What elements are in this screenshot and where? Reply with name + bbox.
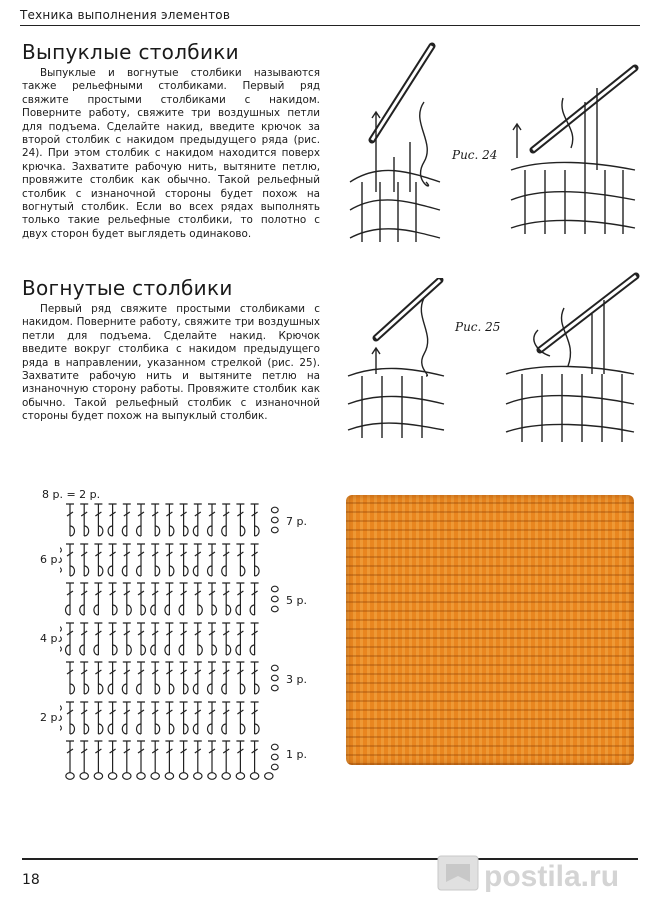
chain-stitch-symbol — [80, 773, 88, 780]
stitch-symbol — [151, 544, 160, 576]
chart-row-label-6: 6 р. — [40, 553, 61, 566]
stitch-symbol — [222, 662, 231, 694]
stitch-symbol — [122, 702, 131, 734]
section-paragraph-recessed-stitches: Первый ряд свяжите простыми столбиками с накидом. Поверните работу, свяжите три воздушных петли для подъема. Сделайте накид. Крючок введите вокруг столбика с накидом предыдущего ряда в направлении, указанном стрелкой (рис. 25). Захватите рабочую нить и вытяните петлю на изнаночную сторону работы. Провяжите столбик как обычно. Такой рельефный столбик с изнаночной стороны будет похож на выпуклый столбик. — [22, 303, 320, 423]
turning-chain-symbol — [271, 507, 278, 513]
stitch-symbol — [66, 662, 75, 694]
stitch-symbol — [222, 741, 230, 773]
stitch-symbol — [208, 504, 217, 536]
stitch-symbol — [165, 662, 174, 694]
stitch-symbol — [94, 504, 103, 536]
stitch-symbol — [94, 702, 103, 734]
turning-chain-symbol — [271, 606, 278, 612]
running-header: Техника выполнения элементов — [20, 8, 640, 26]
stitch-symbol — [94, 623, 103, 655]
stitch-symbol — [108, 702, 117, 734]
chart-row-label-3: 3 р. — [286, 673, 307, 686]
stitch-symbol — [236, 662, 245, 694]
stitch-symbol — [122, 504, 131, 536]
chart-row-label-7: 7 р. — [286, 515, 307, 528]
stitch-symbol — [193, 662, 202, 694]
chain-stitch-symbol — [94, 773, 102, 780]
turning-chain-symbol — [271, 596, 278, 602]
turning-chain-symbol — [271, 665, 278, 671]
stitch-symbol — [236, 583, 245, 615]
turning-chain-symbol — [271, 527, 278, 533]
stitch-symbol — [108, 662, 117, 694]
illustration-fig24-right — [505, 58, 640, 238]
chart-row-label-4: 4 р. — [40, 632, 61, 645]
stitch-symbol — [151, 623, 160, 655]
stitch-symbol — [151, 583, 160, 615]
stitch-symbol — [94, 662, 103, 694]
crochet-stitch-chart — [60, 496, 286, 788]
stitch-symbol — [194, 623, 203, 655]
stitch-symbol — [165, 623, 174, 655]
chart-row-label-top: 8 р. = 2 р. — [42, 488, 101, 501]
stitch-symbol — [94, 544, 103, 576]
chart-row-label-5: 5 р. — [286, 594, 307, 607]
chain-stitch-symbol — [208, 773, 216, 780]
chain-stitch-symbol — [137, 773, 145, 780]
stitch-symbol — [208, 623, 217, 655]
stitch-symbol — [208, 544, 217, 576]
watermark-text: postila.ru — [484, 860, 620, 893]
stitch-symbol — [109, 741, 117, 773]
illustration-fig25-right — [500, 270, 640, 448]
stitch-symbol — [108, 504, 117, 536]
turning-chain-symbol — [60, 725, 61, 731]
turning-chain-symbol — [271, 586, 278, 592]
stitch-symbol — [94, 583, 103, 615]
section-paragraph-raised-stitches: Выпуклые и вогнутые столбики называются также рельефными столбиками. Первый ряд свяжите простыми столбиками с накидом. Поверните работу, свяжите три воздушных петли для подъема. Сделайте накид, введите крючок за второй столбик с накидом предыдущего ряда (рис. 24). При этом столбик с накидом находится поверх крючка. Захватите рабочую нить, вытяните петлю, провяжите столбик как обычно. Такой рельефный столбик с изнаночной стороны будет похож на вогнутый столбик. Если во всех рядах выполнять только такие рельефные столбики, то полотно с двух сторон будет выглядеть одинаково. — [22, 67, 320, 240]
stitch-symbol — [123, 583, 132, 615]
stitch-symbol — [193, 544, 202, 576]
stitch-symbol — [137, 662, 146, 694]
stitch-symbol — [123, 623, 132, 655]
stitch-symbol — [236, 544, 245, 576]
chain-stitch-symbol — [66, 773, 74, 780]
section-heading-recessed-stitches: Вогнутые столбики — [22, 276, 233, 300]
stitch-symbol — [151, 662, 160, 694]
stitch-symbol — [250, 623, 259, 655]
stitch-symbol — [66, 583, 75, 615]
stitch-symbol — [66, 702, 75, 734]
stitch-symbol — [180, 741, 188, 773]
stitch-symbol — [137, 702, 146, 734]
stitch-symbol — [180, 702, 189, 734]
stitch-symbol — [165, 583, 174, 615]
stitch-symbol — [137, 623, 146, 655]
turning-chain-symbol — [271, 685, 278, 691]
stitch-symbol — [222, 702, 231, 734]
stitch-symbol — [80, 662, 89, 694]
stitch-symbol — [123, 741, 131, 773]
stitch-symbol — [137, 544, 146, 576]
turning-chain-symbol — [271, 754, 278, 760]
figure-label-24: Рис. 24 — [452, 148, 498, 162]
turning-chain-symbol — [271, 517, 278, 523]
chain-stitch-symbol — [108, 773, 116, 780]
chain-stitch-symbol — [236, 773, 244, 780]
stitch-symbol — [108, 544, 117, 576]
stitch-symbol — [180, 662, 189, 694]
stitch-symbol — [94, 741, 102, 773]
stitch-symbol — [222, 583, 231, 615]
stitch-symbol — [80, 544, 89, 576]
stitch-symbol — [122, 662, 131, 694]
stitch-symbol — [80, 504, 89, 536]
stitch-symbol — [193, 504, 202, 536]
stitch-symbol — [66, 504, 75, 536]
knitted-swatch-photo — [346, 495, 634, 765]
turning-chain-symbol — [271, 764, 278, 770]
stitch-symbol — [251, 544, 260, 576]
stitch-symbol — [66, 741, 74, 773]
stitch-symbol — [251, 702, 260, 734]
stitch-symbol — [236, 702, 245, 734]
stitch-symbol — [80, 623, 89, 655]
stitch-symbol — [137, 583, 146, 615]
stitch-symbol — [151, 741, 159, 773]
stitch-symbol — [137, 741, 145, 773]
chain-stitch-symbol — [165, 773, 173, 780]
stitch-symbol — [208, 662, 217, 694]
stitch-symbol — [179, 623, 188, 655]
turning-chain-symbol — [60, 646, 61, 652]
chain-stitch-symbol — [179, 773, 187, 780]
turning-chain-symbol — [60, 626, 61, 632]
turning-chain-symbol — [271, 744, 278, 750]
figure-label-25: Рис. 25 — [455, 320, 501, 334]
stitch-symbol — [250, 583, 259, 615]
stitch-symbol — [109, 623, 118, 655]
stitch-symbol — [236, 741, 244, 773]
watermark-logo — [436, 842, 646, 902]
stitch-symbol — [208, 583, 217, 615]
chart-row-label-1: 1 р. — [286, 748, 307, 761]
stitch-symbol — [165, 504, 174, 536]
chain-stitch-symbol — [265, 773, 273, 780]
chain-stitch-symbol — [222, 773, 230, 780]
page-number: 18 — [22, 872, 40, 888]
stitch-symbol — [165, 544, 174, 576]
stitch-symbol — [193, 702, 202, 734]
stitch-symbol — [179, 583, 188, 615]
chain-stitch-symbol — [194, 773, 202, 780]
chart-row-label-2: 2 р. — [40, 711, 61, 724]
stitch-symbol — [151, 504, 160, 536]
chain-stitch-symbol — [151, 773, 159, 780]
stitch-symbol — [165, 741, 173, 773]
stitch-symbol — [236, 504, 245, 536]
turning-chain-symbol — [60, 705, 61, 711]
stitch-symbol — [80, 741, 88, 773]
turning-chain-symbol — [271, 675, 278, 681]
stitch-symbol — [222, 623, 231, 655]
stitch-symbol — [165, 702, 174, 734]
stitch-symbol — [80, 583, 89, 615]
turning-chain-symbol — [60, 636, 61, 642]
chain-stitch-symbol — [250, 773, 258, 780]
stitch-symbol — [180, 504, 189, 536]
stitch-symbol — [151, 702, 160, 734]
turning-chain-symbol — [60, 567, 61, 573]
stitch-symbol — [66, 544, 75, 576]
stitch-symbol — [109, 583, 118, 615]
stitch-symbol — [180, 544, 189, 576]
chain-stitch-symbol — [123, 773, 131, 780]
turning-chain-symbol — [60, 557, 61, 563]
turning-chain-symbol — [60, 547, 61, 553]
stitch-symbol — [80, 702, 89, 734]
stitch-symbol — [251, 741, 259, 773]
stitch-symbol — [236, 623, 245, 655]
stitch-symbol — [122, 544, 131, 576]
stitch-symbol — [66, 623, 75, 655]
stitch-symbol — [222, 504, 231, 536]
illustration-fig24-left — [340, 42, 450, 252]
turning-chain-symbol — [60, 715, 61, 721]
stitch-symbol — [251, 504, 260, 536]
illustration-fig25-left — [340, 278, 450, 448]
stitch-symbol — [208, 741, 216, 773]
stitch-symbol — [137, 504, 146, 536]
section-heading-raised-stitches: Выпуклые столбики — [22, 40, 239, 64]
stitch-symbol — [251, 662, 260, 694]
stitch-symbol — [194, 583, 203, 615]
stitch-symbol — [194, 741, 202, 773]
stitch-symbol — [208, 702, 217, 734]
stitch-symbol — [222, 544, 231, 576]
